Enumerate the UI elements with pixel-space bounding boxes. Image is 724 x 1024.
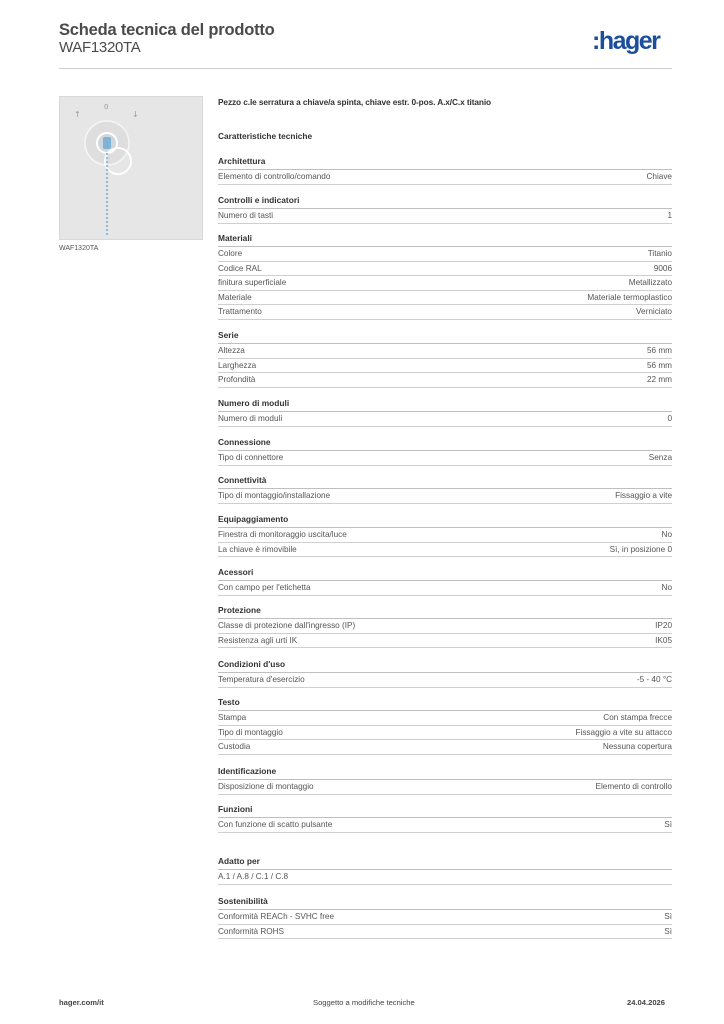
spec-value: Fissaggio a vite su attacco (575, 727, 672, 737)
spec-section (218, 195, 672, 224)
footer-website[interactable]: hager.com/it (59, 998, 104, 1007)
spec-value: Con stampa frecce (603, 713, 672, 723)
spec-value: Senza (648, 453, 672, 463)
spec-row (218, 451, 672, 466)
section-title: Adatto per (218, 856, 672, 870)
section-title: Materiali (218, 233, 672, 247)
spec-row (218, 276, 672, 291)
section-title: Serie (218, 330, 672, 344)
spec-section (218, 475, 672, 504)
spec-row (218, 170, 672, 185)
spec-label: A.1 / A.8 / C.1 / C.8 (218, 872, 289, 882)
spec-label: Profondità (218, 375, 256, 385)
section-title: Funzioni (218, 804, 672, 818)
spec-label: Tipo di montaggio/installazione (218, 491, 331, 501)
spec-label: Codice RAL (218, 263, 262, 273)
spec-value: Nessuna copertura (602, 742, 672, 752)
spec-section (218, 605, 672, 648)
spec-label: Finestra di monitoraggio uscita/luce (218, 530, 347, 540)
spec-label: Con campo per l'etichetta (218, 583, 311, 593)
spec-row (218, 726, 672, 741)
spec-label: Colore (218, 249, 243, 259)
spec-label: Elemento di controllo/comando (218, 172, 331, 182)
section-title: Controlli e indicatori (218, 195, 672, 209)
spec-row (218, 344, 672, 359)
spec-value: Metallizzato (628, 278, 672, 288)
spec-value: 1 (667, 211, 672, 221)
spec-value: No (661, 583, 672, 593)
section-title: Numero di moduli (218, 398, 672, 412)
spec-value: Sì (664, 926, 672, 936)
spec-section (218, 514, 672, 557)
svg-text:0: 0 (104, 103, 109, 111)
spec-row (218, 209, 672, 224)
spec-value: No (661, 530, 672, 540)
spec-label: Altezza (218, 346, 245, 356)
spec-label: Temperatura d'esercizio (218, 675, 305, 685)
spec-label: Classe di protezione dall'ingresso (IP) (218, 621, 356, 631)
spec-label: Con funzione di scatto pulsante (218, 820, 333, 830)
spec-label: Custodia (218, 742, 251, 752)
spec-value: Chiave (646, 172, 672, 182)
spec-label: Numero di tasti (218, 211, 274, 221)
spec-value: Materiale termoplastico (587, 292, 672, 302)
section-title: Connettività (218, 475, 672, 489)
spec-section (218, 233, 672, 320)
spec-value: IP20 (655, 621, 672, 631)
spec-row (218, 925, 672, 940)
product-image (59, 96, 203, 240)
spec-value: Verniciato (636, 307, 672, 317)
spec-row (218, 305, 672, 320)
spec-value: Titanio (647, 249, 672, 259)
spec-value: 9006 (653, 263, 672, 273)
image-caption: WAF1320TA (59, 245, 99, 252)
spec-label: Stampa (218, 713, 247, 723)
spec-row (218, 910, 672, 925)
spec-section (218, 804, 672, 833)
spec-value: IK05 (655, 635, 672, 645)
spec-section (218, 398, 672, 427)
spec-label: Materiale (218, 292, 252, 302)
spec-value: -5 - 40 °C (636, 675, 672, 685)
spec-row (218, 634, 672, 649)
svg-text:↓: ↓ (132, 110, 139, 119)
spec-value: 56 mm (646, 360, 672, 370)
spec-row (218, 870, 672, 885)
spec-label: finitura superficiale (218, 278, 287, 288)
spec-row (218, 711, 672, 726)
footer-date: 24.04.2026 (627, 998, 666, 1007)
spec-value: Elemento di controllo (595, 782, 672, 792)
spec-value: 22 mm (646, 375, 672, 385)
spec-row (218, 528, 672, 543)
spec-label: Conformità ROHS (218, 926, 284, 936)
section-title: Equipaggiamento (218, 514, 672, 528)
section-title: Acessori (218, 567, 672, 581)
hager-logo: :hager (592, 27, 660, 55)
spec-row (218, 818, 672, 833)
section-title: Sostenibilità (218, 896, 672, 910)
spec-label: Tipo di connettore (218, 453, 284, 463)
spec-section (218, 437, 672, 466)
spec-section (218, 567, 672, 596)
page-title: Scheda tecnica del prodotto (59, 21, 275, 39)
spec-section (218, 896, 672, 939)
spec-label: Tipo di montaggio (218, 727, 283, 737)
specs-heading: Caratteristiche tecniche (218, 131, 313, 141)
spec-row (218, 373, 672, 388)
spec-section (218, 697, 672, 755)
spec-value: 56 mm (646, 346, 672, 356)
spec-row (218, 543, 672, 558)
section-title: Connessione (218, 437, 672, 451)
spec-section (218, 659, 672, 688)
product-code: WAF1320TA (59, 39, 141, 56)
spec-row (218, 581, 672, 596)
section-title: Protezione (218, 605, 672, 619)
spec-value: 0 (667, 414, 672, 424)
spec-value: Sì (664, 912, 672, 922)
spec-label: La chiave è rimovibile (218, 544, 297, 554)
spec-value: Sì (664, 820, 672, 830)
key-switch-icon (60, 97, 202, 239)
footer-note: Soggetto a modifiche tecniche (313, 998, 415, 1007)
spec-row (218, 291, 672, 306)
spec-section (218, 766, 672, 795)
spec-label: Numero di moduli (218, 414, 283, 424)
spec-row (218, 673, 672, 688)
spec-row (218, 247, 672, 262)
header-divider (59, 68, 672, 69)
spec-row (218, 740, 672, 755)
product-description: Pezzo c.le serratura a chiave/a spinta, chiave estr. 0-pos. A.x/C.x titanio (218, 97, 492, 107)
spec-row (218, 780, 672, 795)
spec-row (218, 619, 672, 634)
spec-section (218, 856, 672, 885)
spec-label: Trattamento (218, 307, 262, 317)
spec-row (218, 359, 672, 374)
section-title: Condizioni d'uso (218, 659, 672, 673)
spec-label: Disposizione di montaggio (218, 782, 314, 792)
section-title: Testo (218, 697, 672, 711)
spec-section (218, 156, 672, 185)
svg-text:↑: ↑ (74, 110, 81, 119)
spec-value: Fissaggio a vite (615, 491, 672, 501)
spec-value: Sì, in posizione 0 (609, 544, 672, 554)
spec-row (218, 262, 672, 277)
spec-section (218, 330, 672, 388)
spec-row (218, 489, 672, 504)
spec-label: Resistenza agli urti IK (218, 635, 298, 645)
spec-label: Larghezza (218, 360, 257, 370)
section-title: Identificazione (218, 766, 672, 780)
section-title: Architettura (218, 156, 672, 170)
spec-row (218, 412, 672, 427)
spec-label: Conformità REACh - SVHC free (218, 912, 335, 922)
